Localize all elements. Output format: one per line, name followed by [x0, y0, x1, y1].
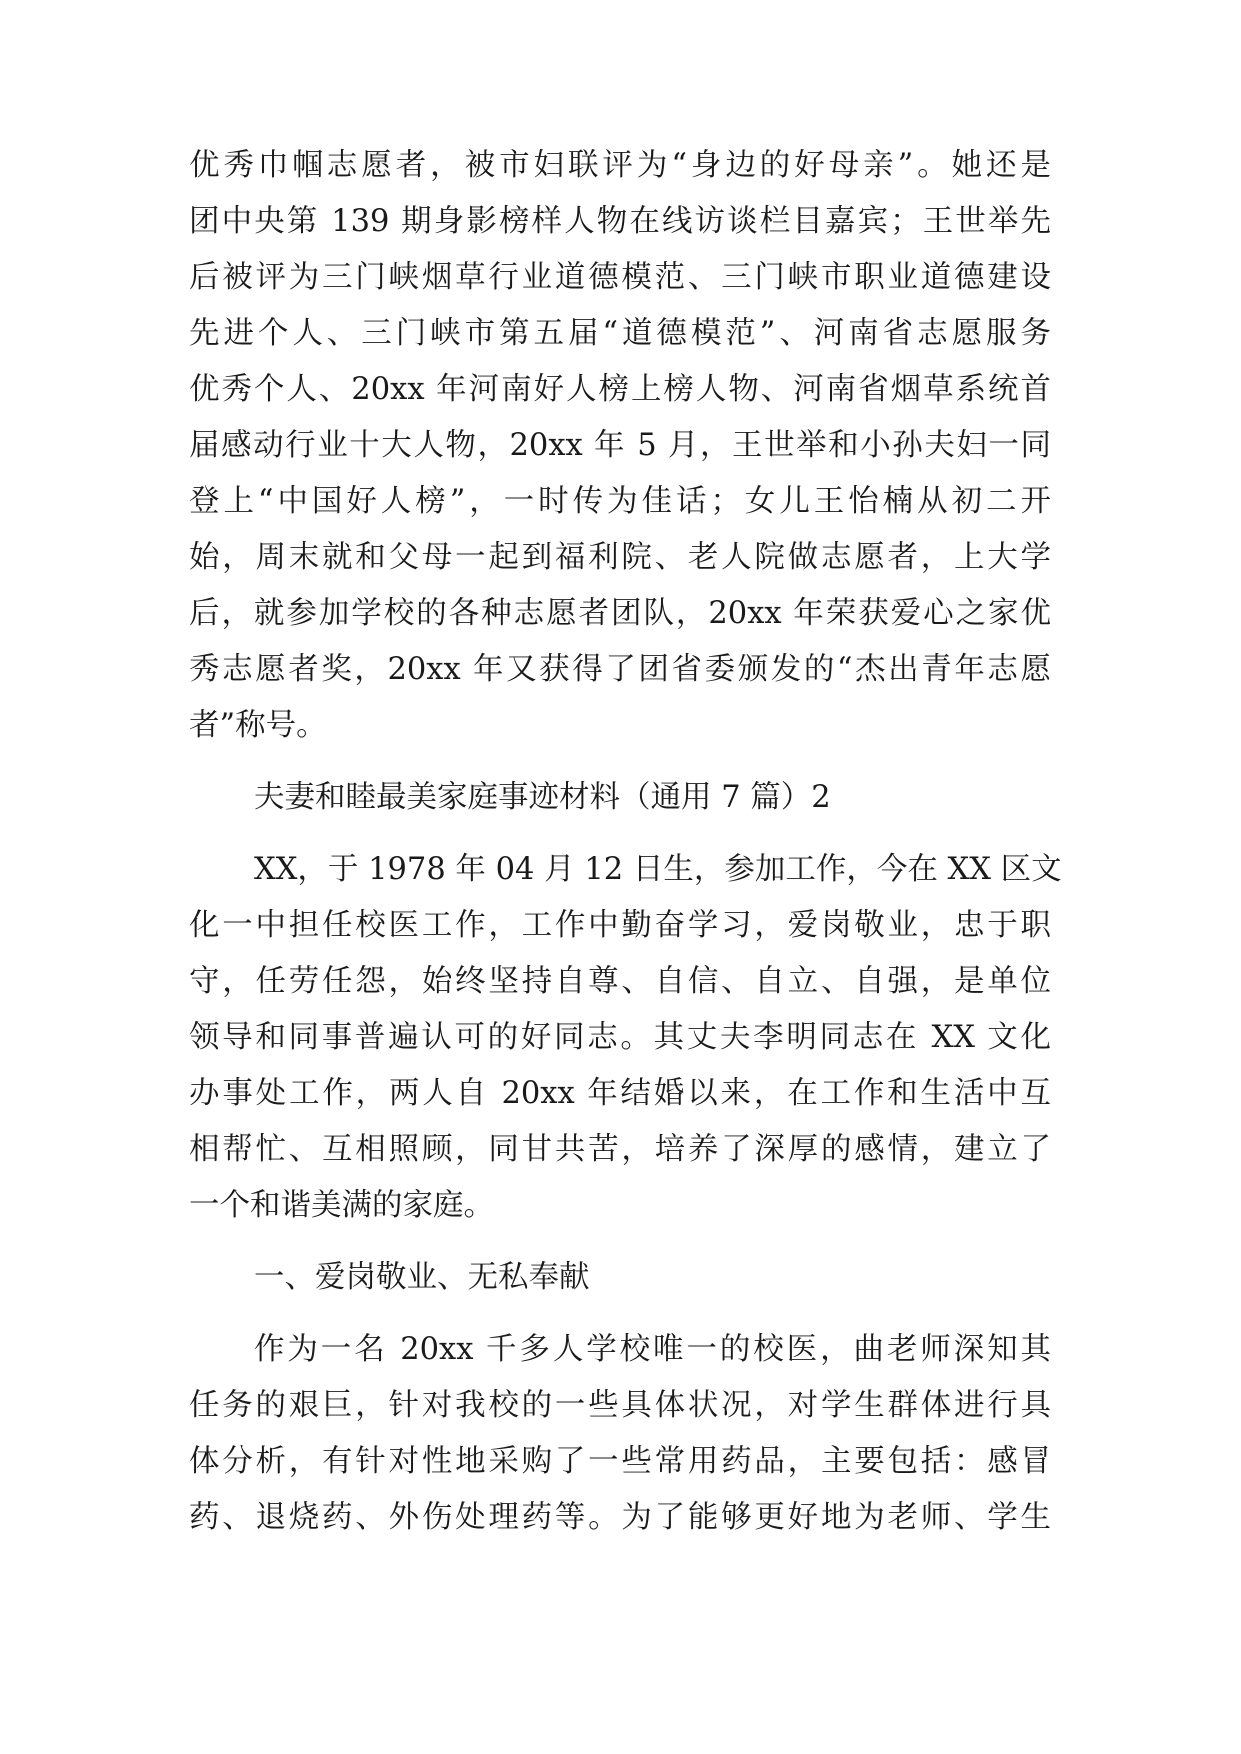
paragraph-line: 届感动行业十大人物，20xx 年 5 月，王世举和小孙夫妇一同	[189, 428, 1051, 463]
paragraph-line: 登上“中国好人榜”，一时传为佳话；女儿王怡楠从初二开	[189, 484, 1051, 519]
paragraph-line: 守，任劳任怨，始终坚持自尊、自信、自立、自强，是单位	[189, 964, 1051, 999]
paragraph-line: 优秀个人、20xx 年河南好人榜上榜人物、河南省烟草系统首	[189, 372, 1051, 407]
paragraph-line: 团中央第 139 期身影榜样人物在线访谈栏目嘉宾；王世举先	[189, 204, 1051, 239]
paragraph-line: 者”称号。	[189, 708, 327, 743]
paragraph-line: 领导和同事普遍认可的好同志。其丈夫李明同志在 XX 文化	[189, 1020, 1051, 1055]
paragraph-line: 始，周末就和父母一起到福利院、老人院做志愿者，上大学	[189, 540, 1051, 575]
paragraph-line: 相帮忙、互相照顾，同甘共苦，培养了深厚的感情，建立了	[189, 1132, 1051, 1167]
paragraph-line: 先进个人、三门峡市第五届“道德模范”、河南省志愿服务	[189, 316, 1051, 351]
paragraph-line: 秀志愿者奖，20xx 年又获得了团省委颁发的“杰出青年志愿	[189, 652, 1051, 687]
paragraph-line: 药、退烧药、外伤处理药等。为了能够更好地为老师、学生	[189, 1500, 1051, 1535]
paragraph-line: XX，于 1978 年 04 月 12 日生，参加工作，今在 XX 区文	[254, 852, 1062, 887]
paragraph-line: 化一中担任校医工作，工作中勤奋学习，爱岗敬业，忠于职	[189, 908, 1051, 943]
paragraph-line: 一个和谐美满的家庭。	[189, 1188, 494, 1223]
section-title: 夫妻和睦最美家庭事迹材料（通用 7 篇）2	[254, 780, 831, 815]
paragraph-line: 作为一名 20xx 千多人学校唯一的校医，曲老师深知其	[254, 1332, 1051, 1367]
paragraph-line: 任务的艰巨，针对我校的一些具体状况，对学生群体进行具	[189, 1388, 1051, 1423]
paragraph-line: 体分析，有针对性地采购了一些常用药品，主要包括：感冒	[189, 1444, 1051, 1479]
paragraph-line: 后被评为三门峡烟草行业道德模范、三门峡市职业道德建设	[189, 260, 1051, 295]
paragraph-line: 优秀巾帼志愿者，被市妇联评为“身边的好母亲”。她还是	[189, 148, 1051, 183]
paragraph-line: 后，就参加学校的各种志愿者团队，20xx 年荣获爱心之家优	[189, 596, 1051, 631]
section-heading: 一、爱岗敬业、无私奉献	[254, 1260, 590, 1295]
paragraph-line: 办事处工作，两人自 20xx 年结婚以来，在工作和生活中互	[189, 1076, 1051, 1111]
